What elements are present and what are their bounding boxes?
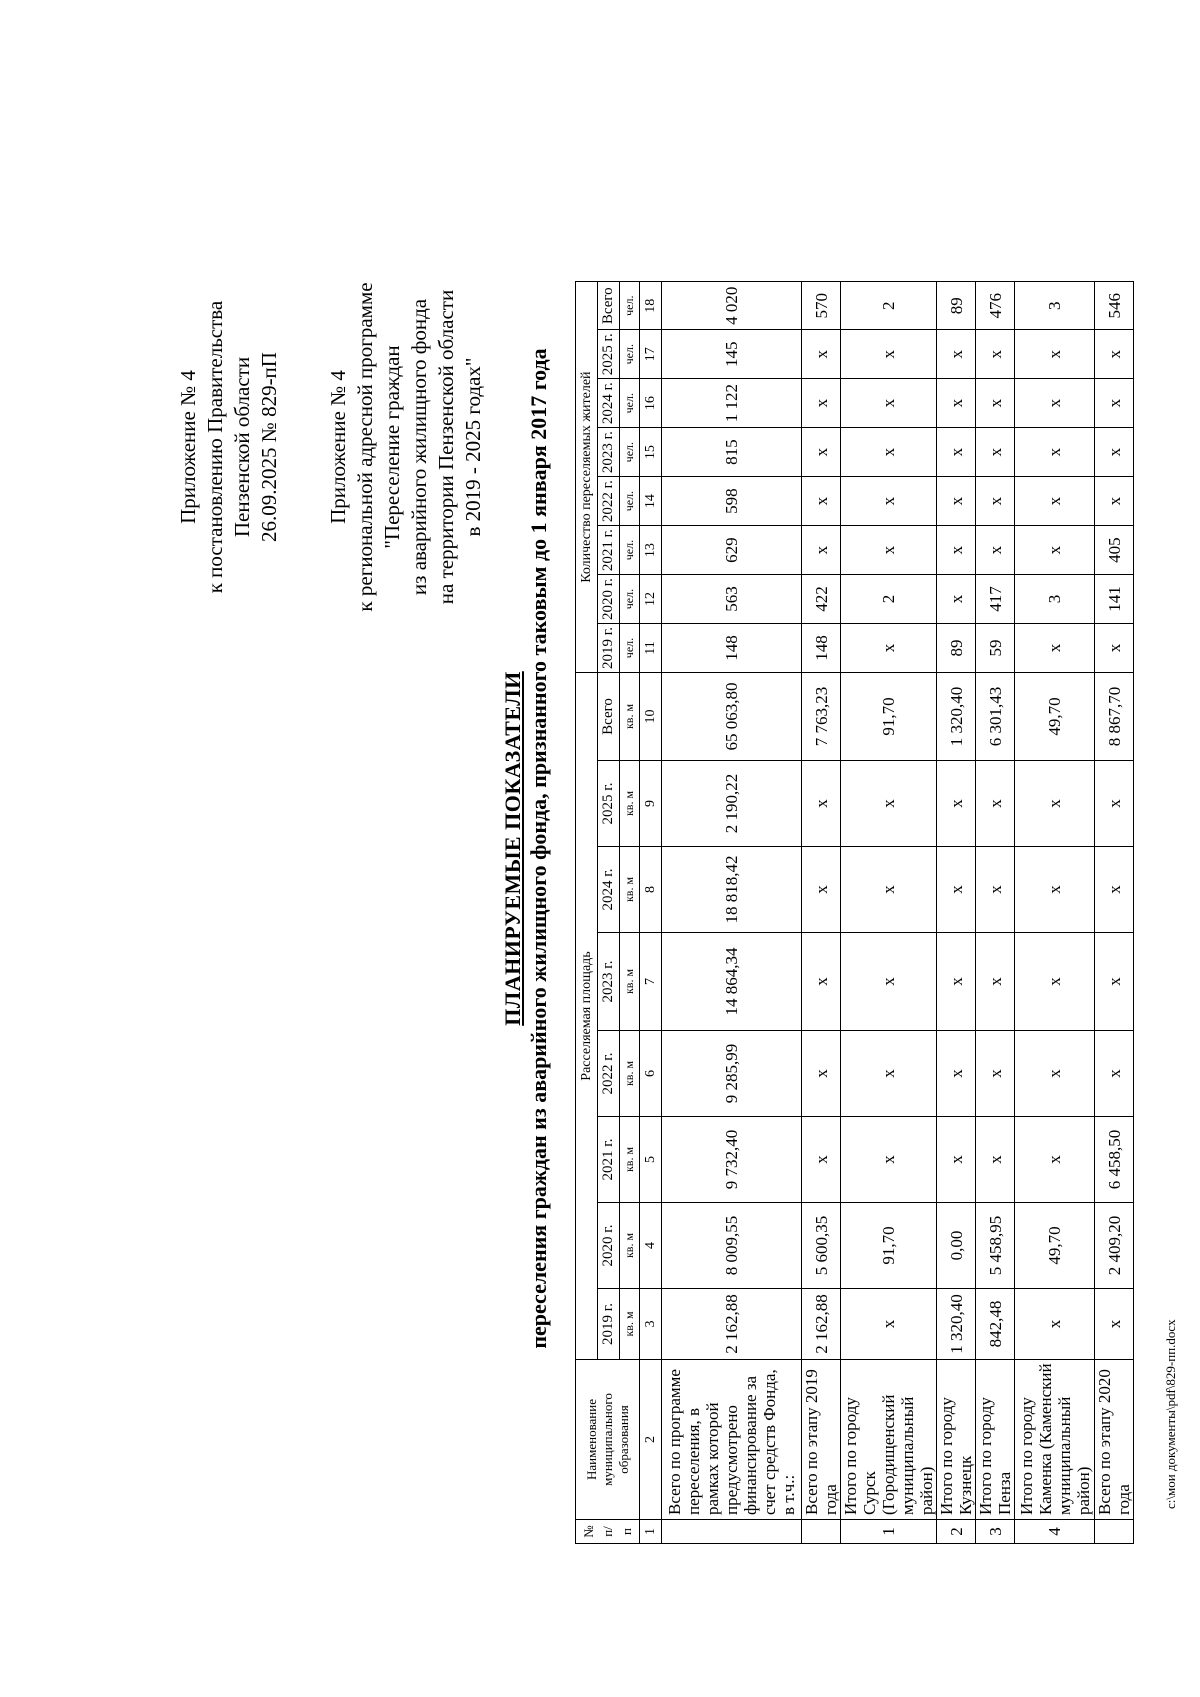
row-name: Всего по этапу 2020 года [1095,1360,1134,1520]
column-number: 16 [640,379,662,428]
cell-people: х [1015,379,1095,428]
table-row [1095,282,1134,1544]
cell-people: х [976,379,1015,428]
cell-area: 8 867,70 [1095,673,1134,761]
column-number: 8 [640,847,662,933]
cell-people: 148 [662,624,802,673]
cell-people: х [1095,330,1134,379]
cell-area: 9 285,99 [662,1031,802,1117]
row-number: 4 [1015,1520,1095,1544]
cell-people: х [1015,624,1095,673]
header-year-area: 2021 г. [598,1117,620,1203]
row-name: Итого по городу Каменка (Каменский муниципальный район) [1015,1360,1095,1520]
cell-people: 629 [662,526,802,575]
cell-people: 4 020 [662,282,802,330]
cell-people: 141 [1095,575,1134,624]
unit-area: кв. м [620,1289,640,1360]
row-number: 3 [976,1520,1015,1544]
column-number: 9 [640,761,662,847]
unit-people: чел. [620,330,640,379]
table-body [576,282,1134,1544]
cell-area: х [976,933,1015,1031]
cell-people: 476 [976,282,1015,330]
header-year-people: 2023 г. [598,428,620,477]
cell-area: х [802,1117,841,1203]
cell-people: х [976,526,1015,575]
cell-area: х [976,1117,1015,1203]
cell-people: х [1095,477,1134,526]
cell-people: 145 [662,330,802,379]
cell-people: х [1095,428,1134,477]
column-number: 18 [640,282,662,330]
cell-people: х [841,330,937,379]
cell-people: х [1015,526,1095,575]
indicators-table [575,281,1134,1544]
cell-area: х [841,761,937,847]
cell-people: 148 [802,624,841,673]
column-number: 3 [640,1289,662,1360]
header-group-area: Расселяемая площадь [576,673,598,1360]
column-number: 4 [640,1203,662,1289]
header-row-groups [576,282,598,1544]
appendix-line: в 2019 - 2025 годах" [461,357,485,537]
row-name: Итого по городу Сурск (Городищенский муниципальный район) [841,1360,937,1520]
header-row-units [620,282,640,1544]
header-group-people: Количество переселяемых жителей [576,282,598,673]
unit-area: кв. м [620,673,640,761]
table-row [937,282,976,1544]
cell-people: х [1015,330,1095,379]
cell-people: 1 122 [662,379,802,428]
cell-area: 6 301,43 [976,673,1015,761]
cell-area: 842,48 [976,1289,1015,1360]
cell-area: х [841,1289,937,1360]
cell-area: 6 458,50 [1095,1117,1134,1203]
footer-file-path: c:\мои документы\pdf\829-пп.docx [1163,1319,1178,1509]
unit-people: чел. [620,379,640,428]
unit-people: чел. [620,282,640,330]
table-row [662,282,802,1544]
document-title [500,40,552,1657]
unit-area: кв. м [620,761,640,847]
cell-people: х [976,477,1015,526]
cell-area: х [937,1031,976,1117]
title-sub: переселения граждан из аварийного жилищного фонда, признанного таковым до 1 января 2017 года [526,348,551,1349]
cell-area: х [976,761,1015,847]
cell-area: х [1015,1031,1095,1117]
table-row [976,282,1015,1544]
row-number: 1 [841,1520,937,1544]
cell-area: 1 320,40 [937,1289,976,1360]
cell-people: 417 [976,575,1015,624]
cell-people: 89 [937,624,976,673]
cell-people: 2 [841,282,937,330]
appendix-line: "Переселение граждан [380,345,404,549]
cell-people: х [976,428,1015,477]
header-row-years [598,282,620,1544]
cell-people: х [802,526,841,575]
cell-area: 9 732,40 [662,1117,802,1203]
header-name: Наименование муниципального образования [576,1360,640,1520]
cell-area: х [841,933,937,1031]
appendix-line: Приложение № 4 [326,370,350,524]
cell-area: 14 864,34 [662,933,802,1031]
header-num: № п/п [576,1520,640,1544]
cell-area: 2 162,88 [802,1289,841,1360]
row-name: Итого по городу Пенза [976,1360,1015,1520]
cell-area: 91,70 [841,1203,937,1289]
cell-people: х [1015,428,1095,477]
cell-area: 5 458,95 [976,1203,1015,1289]
appendix-line: 26.09.2025 № 829-пП [257,352,281,542]
cell-area: х [937,1117,976,1203]
unit-people: чел. [620,428,640,477]
row-name: Итого по городу Кузнецк [937,1360,976,1520]
cell-people: х [937,477,976,526]
cell-people: 422 [802,575,841,624]
cell-people: х [802,330,841,379]
column-number: 13 [640,526,662,575]
cell-people: х [1095,624,1134,673]
cell-area: х [1095,847,1134,933]
cell-area: х [1095,933,1134,1031]
appendix-line: к региональной адресной программе [353,282,377,612]
header-total-people: Всего [598,282,620,330]
cell-area: х [937,933,976,1031]
cell-area: х [1015,933,1095,1031]
unit-people: чел. [620,477,640,526]
cell-area: х [841,1117,937,1203]
cell-people: 2 [841,575,937,624]
cell-area: 5 600,35 [802,1203,841,1289]
row-number [662,1520,802,1544]
header-year-area: 2022 г. [598,1031,620,1117]
header-year-area: 2023 г. [598,933,620,1031]
cell-area: 65 063,80 [662,673,802,761]
header-year-people: 2022 г. [598,477,620,526]
cell-people: 546 [1095,282,1134,330]
cell-people: 3 [1015,575,1095,624]
cell-area: 49,70 [1015,1203,1095,1289]
appendix-program-block [325,227,487,667]
cell-area: х [1095,761,1134,847]
appendix-line: Приложение № 4 [176,370,200,524]
cell-area: х [1015,847,1095,933]
cell-area: 2 162,88 [662,1289,802,1360]
cell-people: 59 [976,624,1015,673]
appendix-line: к постановлению Правительства [203,300,227,594]
cell-people: 598 [662,477,802,526]
cell-area: 2 190,22 [662,761,802,847]
cell-people: х [937,379,976,428]
cell-area: х [1095,1289,1134,1360]
cell-people: х [1095,379,1134,428]
cell-people: х [802,379,841,428]
cell-area: х [1015,761,1095,847]
cell-people: х [937,428,976,477]
unit-area: кв. м [620,1031,640,1117]
row-name: Всего по программе переселения, в рамках которой предусмотрено финансирование за счет средств Фонда, в т.ч.: [662,1360,802,1520]
unit-people: чел. [620,575,640,624]
appendix-line: из аварийного жилищного фонда [407,298,431,596]
cell-people: х [1015,477,1095,526]
cell-area: 49,70 [1015,673,1095,761]
appendix-line: Пензенской области [230,356,254,538]
cell-people: х [937,330,976,379]
unit-area: кв. м [620,847,640,933]
column-number: 7 [640,933,662,1031]
cell-people: х [937,526,976,575]
cell-people: х [841,477,937,526]
cell-people: х [841,379,937,428]
cell-area: х [802,847,841,933]
cell-area: х [841,1031,937,1117]
cell-people: х [841,526,937,575]
cell-area: 2 409,20 [1095,1203,1134,1289]
cell-people: х [841,428,937,477]
row-number [1095,1520,1134,1544]
cell-people: 89 [937,282,976,330]
cell-area: х [802,761,841,847]
column-number: 2 [640,1360,662,1520]
header-year-people: 2020 г. [598,575,620,624]
cell-area: 1 320,40 [937,673,976,761]
cell-people: 3 [1015,282,1095,330]
cell-area: х [976,1031,1015,1117]
cell-area: х [1015,1289,1095,1360]
unit-area: кв. м [620,1203,640,1289]
cell-area: 8 009,55 [662,1203,802,1289]
cell-people: 405 [1095,526,1134,575]
cell-people: х [841,624,937,673]
cell-people: х [802,428,841,477]
appendix-line: на территории Пензенской области [434,289,458,605]
header-year-area: 2019 г. [598,1289,620,1360]
column-number: 14 [640,477,662,526]
column-number: 12 [640,575,662,624]
cell-area: 91,70 [841,673,937,761]
header-year-people: 2025 г. [598,330,620,379]
column-number: 11 [640,624,662,673]
column-number: 1 [640,1520,662,1544]
unit-area: кв. м [620,933,640,1031]
cell-people: х [976,330,1015,379]
row-name: Всего по этапу 2019 года [802,1360,841,1520]
header-total-area: Всего [598,673,620,761]
cell-area: х [937,847,976,933]
header-year-area: 2025 г. [598,761,620,847]
table-row [1015,282,1095,1544]
header-year-people: 2024 г. [598,379,620,428]
appendix-resolution-block [175,227,283,667]
cell-area: 0,00 [937,1203,976,1289]
cell-area: х [976,847,1015,933]
cell-area: х [1095,1031,1134,1117]
cell-area: х [802,933,841,1031]
header-year-area: 2024 г. [598,847,620,933]
header-year-area: 2020 г. [598,1203,620,1289]
table-row [802,282,841,1544]
column-number: 10 [640,673,662,761]
cell-area: х [1015,1117,1095,1203]
header-year-people: 2019 г. [598,624,620,673]
unit-people: чел. [620,526,640,575]
unit-people: чел. [620,624,640,673]
column-number: 5 [640,1117,662,1203]
cell-area: 7 763,23 [802,673,841,761]
table-row [841,282,937,1544]
column-number: 17 [640,330,662,379]
cell-people: 563 [662,575,802,624]
cell-area: х [841,847,937,933]
header-year-people: 2021 г. [598,526,620,575]
cell-people: 815 [662,428,802,477]
row-number: 2 [937,1520,976,1544]
cell-area: х [937,761,976,847]
row-number [802,1520,841,1544]
title-main: ПЛАНИРУЕМЫЕ ПОКАЗАТЕЛИ [500,671,525,1026]
header-row-col-numbers [640,282,662,1544]
unit-area: кв. м [620,1117,640,1203]
cell-people: 570 [802,282,841,330]
cell-area: 18 818,42 [662,847,802,933]
cell-people: х [802,477,841,526]
column-number: 6 [640,1031,662,1117]
cell-people: х [937,575,976,624]
column-number: 15 [640,428,662,477]
cell-area: х [802,1031,841,1117]
